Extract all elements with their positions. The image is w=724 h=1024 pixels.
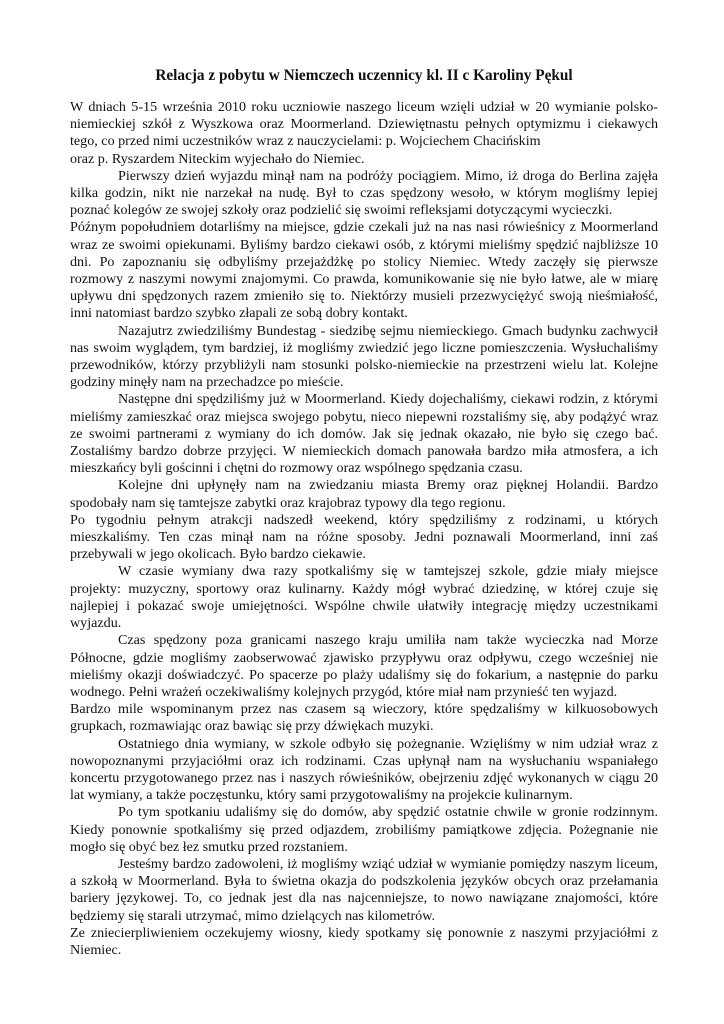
paragraph-last-moments: Po tym spotkaniu udaliśmy się do domów, aby spędzić ostatnie chwile w gronie rodzinnym. Kiedy ponownie spotkaliśmy się przed odjazdem, zrobiliśmy pamiątkowe zdjęcia. Pożegnanie nie mogło się obyć bez łez smutku przed rozstaniem. xyxy=(70,804,658,855)
paragraph-bremen-holland: Kolejne dni upłynęły nam na zwiedzaniu miasta Bremy oraz pięknej Holandii. Bardzo spodobały nam się tamtejsze zabytki oraz krajobraz typowy dla tego regionu. xyxy=(70,477,658,511)
paragraph-teachers: oraz p. Ryszardem Niteckim wyjechało do Niemiec. xyxy=(70,150,365,167)
paragraph-arrival: Późnym popołudniem dotarliśmy na miejsce, gdzie czekali już na nas nasi rówieśnicy z Moormerland wraz ze swoimi opiekunami. Byliśmy bardzo ciekawi osób, z którymi mieliśmy spędzić najbliższe 10 dni. Po zapoznaniu się odbyliśmy przejażdżkę po stolicy Niemiec. Wtedy zaczęły się pierwsze rozmowy z naszymi nowymi znajomymi. Co prawda, komunikowanie się nie było łatwe, ale w miarę upływu dni spędzonych razem zmieniło się to. Niektórzy musieli przezwyciężyć swoją nieśmiałość, inni natomiast bardzo szybko złapali ze sobą dobry kontakt. xyxy=(70,219,658,322)
paragraph-intro: W dniach 5-15 września 2010 roku uczniowie naszego liceum wzięli udział w 20 wymianie polsko-niemieckiej szkół z Wyszkowa oraz Moormerland. Dziewiętnastu pełnych optymizmu i ciekawych tego, co przed nimi uczestników wraz z nauczycielami: p. Wojciechem Chacińskim xyxy=(70,99,658,150)
document-body xyxy=(70,99,658,959)
paragraph-north-sea: Czas spędzony poza granicami naszego kraju umiliła nam także wycieczka nad Morze Północne, gdzie mogliśmy zaobserwować zjawisko przypływu oraz odpływu, czego wcześniej nie mieliśmy okazji doświadczyć. Po spacerze po plaży udaliśmy się do fokarium, a następnie do parku wodnego. Pełni wrażeń oczekiwaliśmy kolejnych przygód, które miał nam przynieść ten wyjazd. xyxy=(70,632,658,700)
paragraph-summary: Jesteśmy bardzo zadowoleni, iż mogliśmy wziąć udział w wymianie pomiędzy naszym liceum, a szkołą w Moormerland. Była to świetna okazja do podszkolenia języków obcych oraz przełamania bariery językowej. To, co jednak jest dla nas najcenniejsze, to nowo nawiązane znajomości, które będziemy się starali utrzymać, mimo dzielących nas kilometrów. xyxy=(70,855,658,924)
paragraph-projects: W czasie wymiany dwa razy spotkaliśmy się w tamtejszej szkole, gdzie miały miejsce projekty: muzyczny, sportowy oraz kulinarny. Każdy mógł wybrać dziedzinę, w której czuje się najlepiej i pokazać swoje umiejętności. Wspólne chwile ułatwiły integrację między uczestnikami wyjazdu. xyxy=(70,563,658,632)
paragraph-evenings: Bardzo mile wspominanym przez nas czasem są wieczory, które spędzaliśmy w kilkuosobowych grupkach, rozmawiając oraz bawiąc się przy dźwiękach muzyki. xyxy=(70,701,658,735)
paragraph-farewell: Ostatniego dnia wymiany, w szkole odbyło się pożegnanie. Wzięliśmy w nim udział wraz z nowopoznanymi przyjaciółmi oraz ich rodzinami. Czas upłynął nam na wysłuchaniu wspaniałego koncertu przygotowanego przez nas i naszych rówieśników, obejrzeniu zdjęć wykonanych w ciągu 20 lat wymiany, a także poczęstunku, który sami przygotowaliśmy na projekcie kulinarnym. xyxy=(70,735,658,804)
paragraph-weekend: Po tygodniu pełnym atrakcji nadszedł weekend, który spędziliśmy z rodzinami, u których mieszkaliśmy. Ten czas minął nam na różne sposoby. Jedni poznawali Moormerland, inni zaś przebywali w jego okolicach. Było bardzo ciekawie. xyxy=(70,511,658,563)
paragraph-closing: Ze zniecierpliwieniem oczekujemy wiosny, kiedy spotkamy się ponownie z naszymi przyjaciółmi z Niemiec. xyxy=(70,924,658,958)
paragraph-moormerland: Następne dni spędziliśmy już w Moormerland. Kiedy dojechaliśmy, ciekawi rodzin, z którymi mieliśmy zamieszkać oraz miejsca swojego pobytu, nieco niepewni rozstaliśmy się, aby podążyć wraz ze swoimi partnerami z wymiany do ich domów. Jak się jednak okazało, nie było się czego bać. Zostaliśmy bardzo dobrze przyjęci. W niemieckich domach panowała bardzo miła atmosfera, a ich mieszkańcy byli gościnni i chętni do rozmowy oraz wspólnego spędzania czasu. xyxy=(70,391,658,477)
paragraph-bundestag: Nazajutrz zwiedziliśmy Bundestag - siedzibę sejmu niemieckiego. Gmach budynku zachwycił nas swoim wyglądem, tym bardziej, iż mogliśmy zwiedzić jego liczne pomieszczenia. Wysłuchaliśmy przewodników, którzy przybliżyli nam stosunki polsko-niemieckie na przestrzeni wielu lat. Kolejne godziny minęły nam na przechadzce po mieście. xyxy=(70,322,658,391)
document-title: Relacja z pobytu w Niemczech uczennicy kl. II c Karoliny Pękul xyxy=(155,67,573,84)
paragraph-first-day: Pierwszy dzień wyjazdu minął nam na podróży pociągiem. Mimo, iż droga do Berlina zajęła kilka godzin, nikt nie narzekał na nudę. Był to czas spędzony wesoło, w którym mogliśmy lepiej poznać kolegów ze swojej szkoły oraz podzielić się swoimi refleksjami dotyczącymi wycieczki. xyxy=(70,167,658,219)
